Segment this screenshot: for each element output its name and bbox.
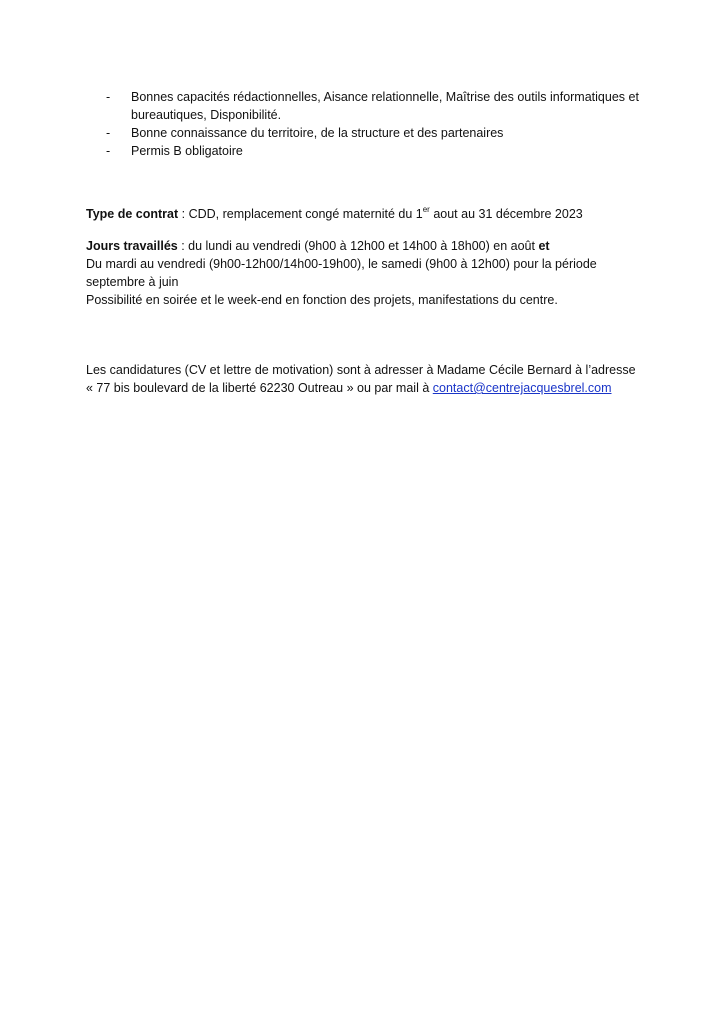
working-days-text: : du lundi au vendredi (9h00 à 12h00 et 14h00 à 18h00) en août <box>177 239 539 253</box>
working-days-line: Du mardi au vendredi (9h00-12h00/14h00-19h00), le samedi (9h00 à 12h00) pour la période <box>86 257 597 271</box>
application-section <box>86 361 646 397</box>
working-days-line <box>86 237 646 255</box>
contract-type-text: : CDD, remplacement congé maternité du 1 <box>178 207 423 221</box>
application-address-text: « 77 bis boulevard de la liberté 62230 Outreau » ou par mail à <box>86 381 433 395</box>
bullet-dash: - <box>106 144 111 158</box>
working-days-conjunction: et <box>538 239 550 253</box>
contract-type-label: Type de contrat <box>86 207 179 221</box>
requirement-item <box>106 124 646 142</box>
bullet-dash: - <box>106 90 111 104</box>
contract-type-line <box>86 205 646 223</box>
contact-email-link[interactable]: contact@centrejacquesbrel.com <box>432 381 612 395</box>
contract-type-section <box>86 205 646 223</box>
requirement-text-line: Bonne connaissance du territoire, de la structure et des partenaires <box>131 126 504 140</box>
bullet-dash: - <box>106 126 111 140</box>
working-days-section <box>86 237 646 309</box>
requirements-list <box>106 88 646 160</box>
application-line: Les candidatures (CV et lettre de motivation) sont à adresser à Madame Cécile Bernard à l’adresse <box>86 363 636 377</box>
requirement-text-line: Bonnes capacités rédactionnelles, Aisance relationnelle, Maîtrise des outils informatiques et <box>131 90 639 104</box>
working-days-line: septembre à juin <box>86 275 179 289</box>
requirement-text-line: Permis B obligatoire <box>131 144 243 158</box>
working-days-line: Possibilité en soirée et le week-end en fonction des projets, manifestations du centre. <box>86 293 558 307</box>
requirement-text-line: bureautiques, Disponibilité. <box>131 108 282 122</box>
working-days-label: Jours travaillés <box>86 239 178 253</box>
ordinal-superscript: er <box>422 204 430 214</box>
requirement-item <box>106 142 646 160</box>
application-line <box>86 379 646 397</box>
requirement-item <box>106 88 646 124</box>
contract-type-text-end: aout au 31 décembre 2023 <box>429 207 583 221</box>
